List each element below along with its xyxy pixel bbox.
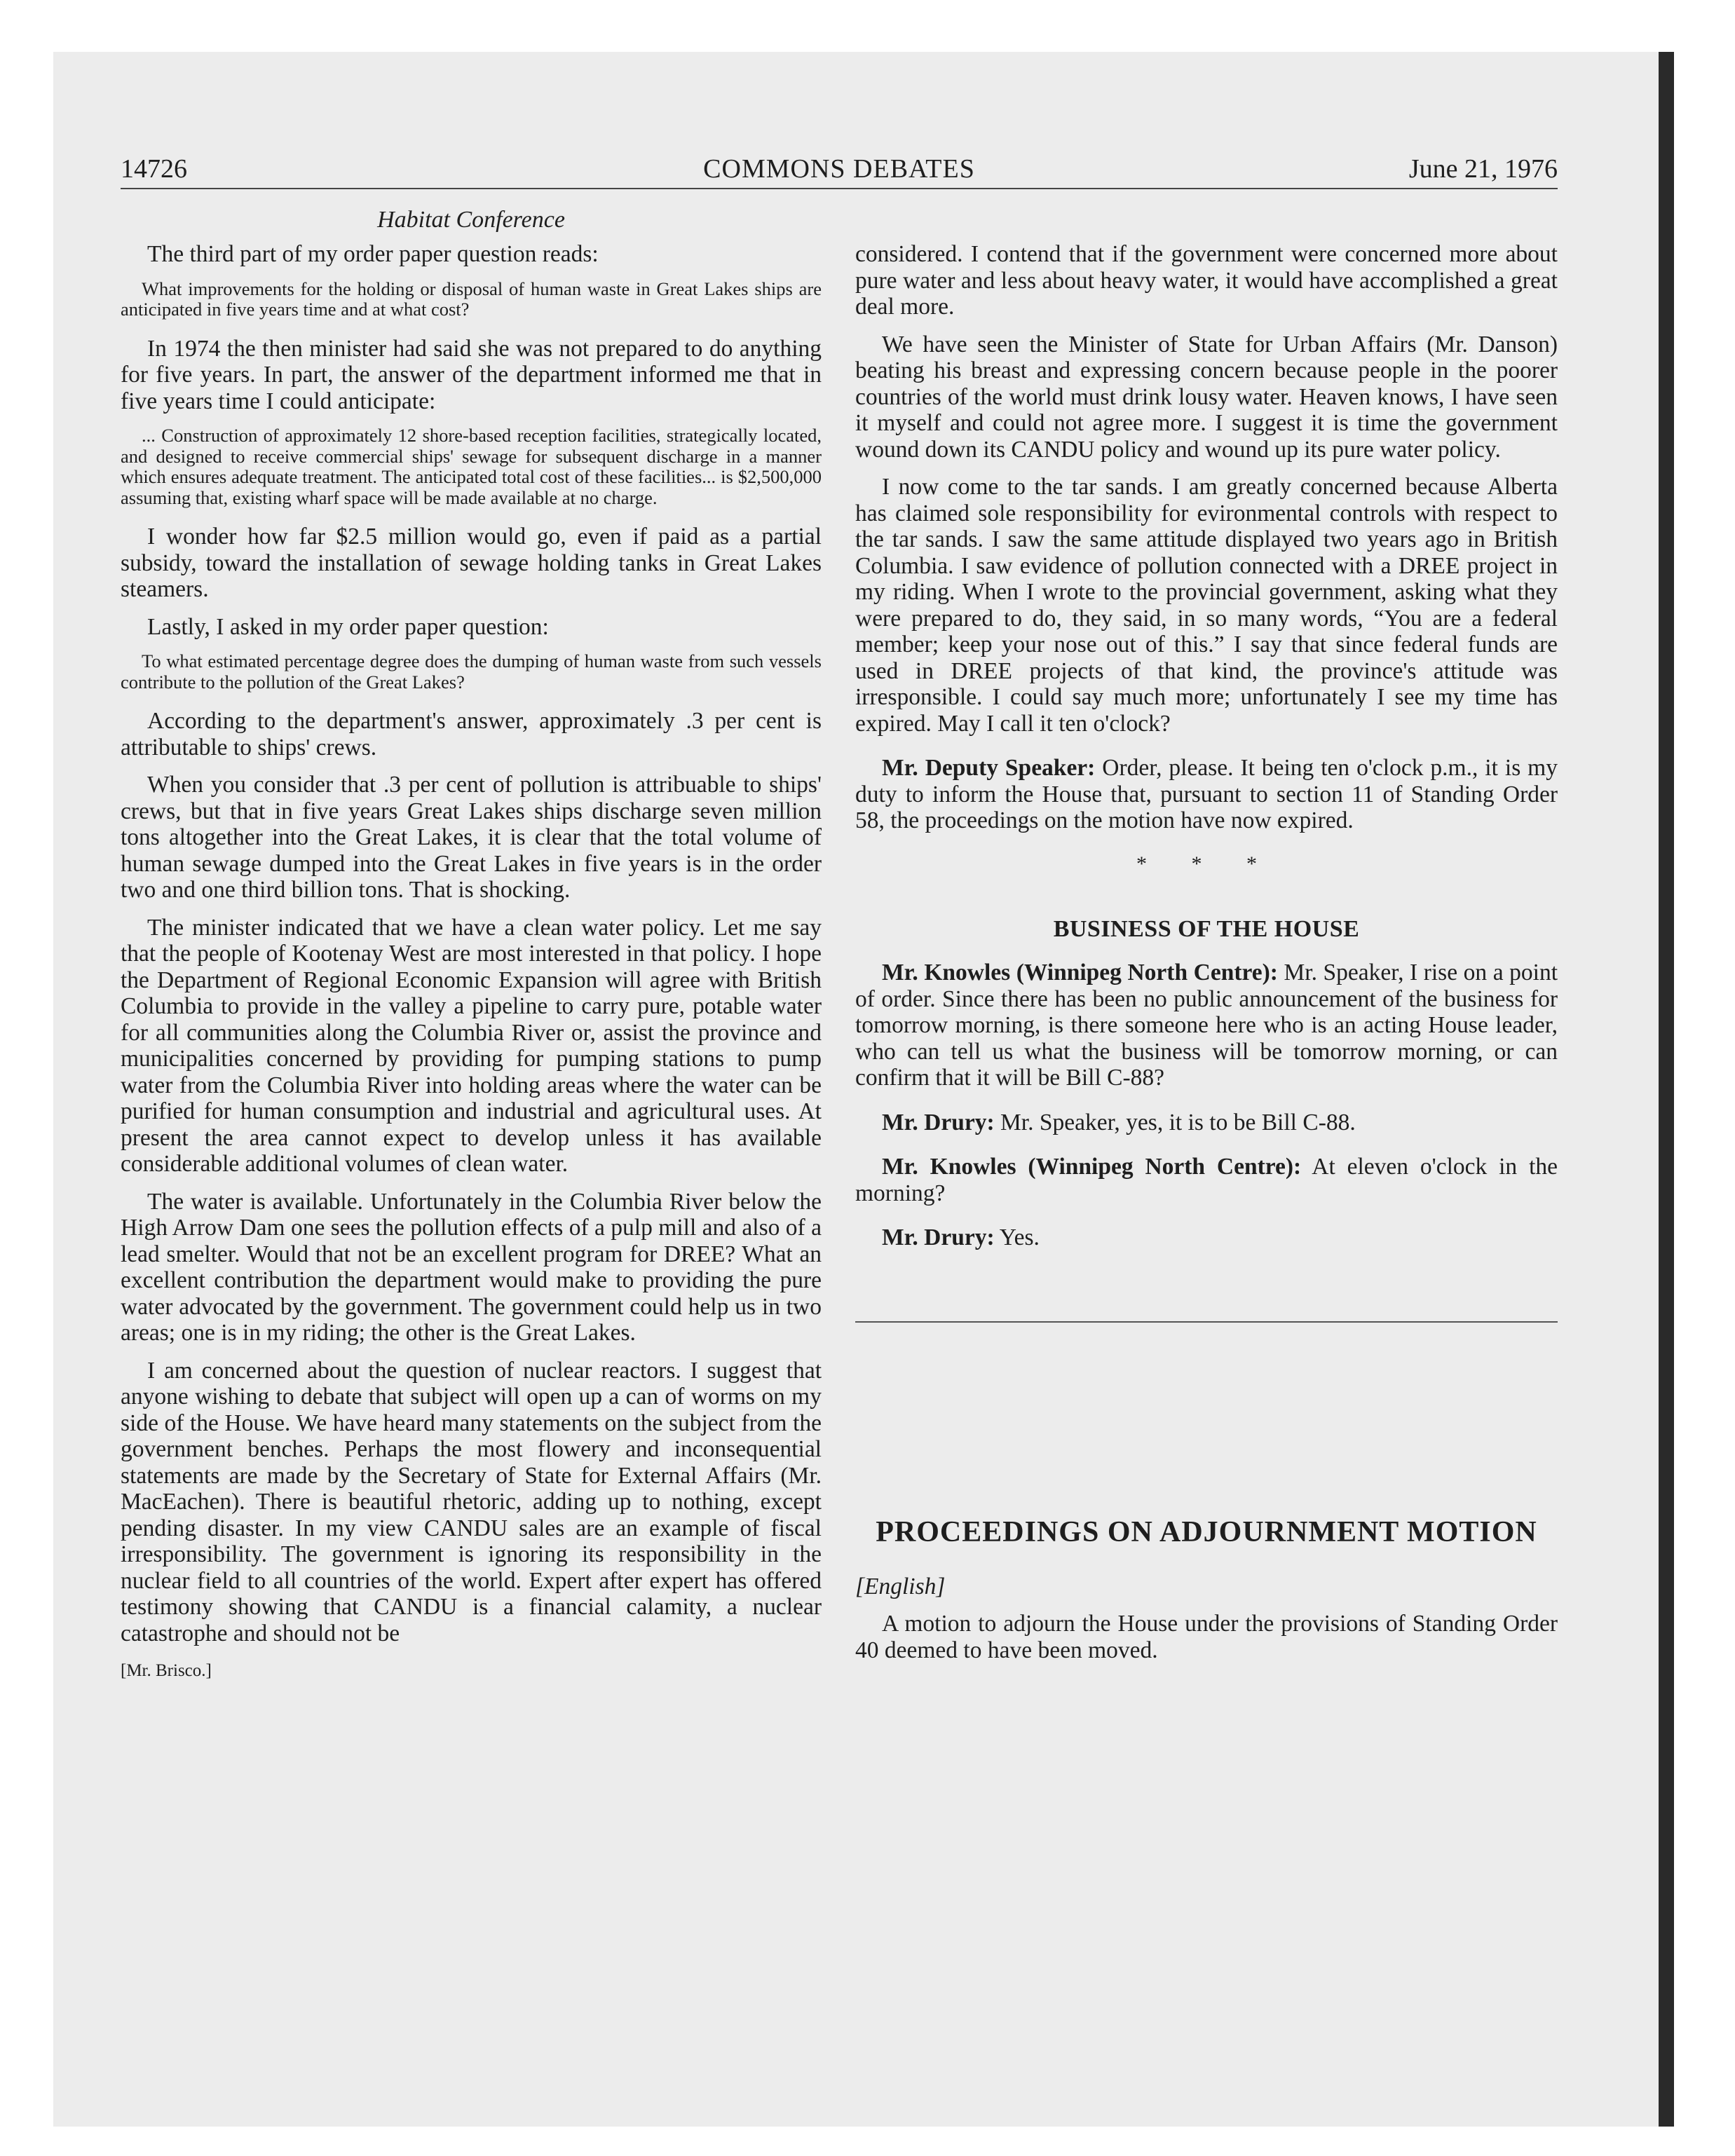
scan-edge-shadow [1659, 52, 1674, 2127]
speaker-name: Mr. Deputy Speaker: [882, 755, 1096, 781]
speech-text: Order, please. It being ten o'clock p.m., it is my duty to inform the House that, pursuant to section 11 of Standing Order 58, the proceedings on the motion have now expired. [855, 755, 1558, 833]
major-heading: PROCEEDINGS ON ADJOURNMENT MOTION [876, 1515, 1537, 1548]
language-marker: [English] [855, 1573, 946, 1599]
speech [855, 755, 1558, 834]
header-rule [121, 188, 1558, 189]
speaker-name: Mr. Drury: [882, 1224, 995, 1250]
quoted-question: What improvements for the holding or disposal of human waste in Great Lakes ships are anticipated in five years time and at what cost? [121, 278, 822, 320]
paragraph: When you consider that .3 per cent of pollution is attribuable to ships' crews, but that in five years Great Lakes ships discharge seven million tons altogether into the Great Lakes, it is clear that the total volume of human sewage dumped into the Great Lakes in five years is in the order two and one third billion tons. That is shocking. [121, 772, 822, 903]
speaker-name: Mr. Knowles (Winnipeg North Centre): [882, 960, 1278, 985]
section-rule [855, 1321, 1558, 1323]
speech [855, 1154, 1558, 1206]
quoted-question: To what estimated percentage degree does the dumping of human waste from such vessels contribute to the pollution of the Great Lakes? [121, 650, 822, 692]
speech [855, 1224, 1558, 1251]
paragraph: considered. I contend that if the government were concerned more about pure water and less about heavy water, it would have accomplished a great deal more. [855, 241, 1558, 320]
quoted-answer: ... Construction of approximately 12 shore-based reception facilities, strategically located, and designed to receive commercial ships' sewage for subsequent discharge in a manner which ensures adequate treatment. The anticipated total cost of these facilities... is $2,500,000 assuming that, existing wharf space will be made available at no charge. [121, 425, 822, 508]
speaker-name: Mr. Drury: [882, 1109, 995, 1135]
paragraph: I am concerned about the question of nuclear reactors. I suggest that anyone wishing to debate that subject will open up a can of worms on my side of the House. We have heard many statements on the subject from the government benches. Perhaps the most flowery and inconsequential statements are made by the Secretary of State for External Affairs (Mr. MacEachen). There is beautiful rhetoric, adding up to nothing, except pending disaster. In my view CANDU sales are an example of fiscal irresponsibility. The government is ignoring its responsibility in the nuclear field to all countries of the world. Expert after expert has offered testimony showing that CANDU is a financial calamity, a nuclear catastrophe and should not be [121, 1357, 822, 1646]
speech [855, 960, 1558, 1091]
paragraph: The third part of my order paper question reads: [147, 241, 599, 267]
speech-text: Mr. Speaker, yes, it is to be Bill C-88. [994, 1109, 1356, 1135]
section-heading: BUSINESS OF THE HOUSE [1053, 916, 1360, 942]
speech [855, 1110, 1558, 1136]
paragraph: According to the department's answer, approximately .3 per cent is attributable to ships' crews. [121, 708, 822, 760]
speaker-name: Mr. Knowles (Winnipeg North Centre): [882, 1154, 1302, 1180]
speech-text: Mr. Speaker, I rise on a point of order. Since there has been no public announcement of the business for tomorrow morning, is there someone here who is an acting House leader, who can tell us what the business will be tomorrow morning, or can confirm that it will be Bill C-88? [855, 960, 1558, 1091]
page-number: 14726 [121, 154, 187, 184]
speaker-signature: [Mr. Brisco.] [121, 1661, 212, 1680]
speech-text: At eleven o'clock in the morning? [855, 1154, 1558, 1206]
right-column [855, 241, 1558, 1674]
left-column [121, 205, 822, 1684]
paragraph: In 1974 the then minister had said she was not prepared to do anything for five years. In part, the answer of the department informed me that in five years time I could anticipate: [121, 335, 822, 414]
paragraph: I wonder how far $2.5 million would go, even if paid as a partial subsidy, toward the installation of sewage holding tanks in Great Lakes steamers. [121, 524, 822, 602]
paragraph: The minister indicated that we have a clean water policy. Let me say that the people of Kootenay West are most interested in that policy. I hope the Department of Regional Economic Expansion will agree with British Columbia to provide in the valley a pipeline to carry pure, potable water for all communities along the Columbia River or, assist the province and municipalities concerned by providing for pumping stations to pump water from the Columbia River into holding areas where the water can be purified for human consumption and industrial and agricultural uses. At present the area cannot expect to develop unless it has available considerable additional volumes of clean water. [121, 914, 822, 1177]
paragraph: I now come to the tar sands. I am greatly concerned because Alberta has claimed sole responsibility for evironmental controls with respect to the tar sands. I saw the same attitude displayed two years ago in British Columbia. I saw evidence of pollution connected with a DREE project in my riding. When I wrote to the provincial government, asking what they were prepared to do, they said, in so many words, “You are a federal member; keep your nose out of this.” I say that since federal funds are used in DREE projects of that kind, the province's attitude was irresponsible. I could say much more; unfortunately I see my time has expired. May I call it ten o'clock? [855, 474, 1558, 737]
paragraph: The water is available. Unfortunately in the Columbia River below the High Arrow Dam one sees the pollution effects of a pulp mill and also of a lead smelter. Would that not be an excellent program for DREE? What an excellent contribution the department would make to providing the pure water advocated by the government. The government could help us in two areas; one is in my riding; the other is the Great Lakes. [121, 1188, 822, 1346]
publication-title: COMMONS DEBATES [703, 154, 975, 184]
page-header [121, 151, 1558, 186]
publication-date: June 21, 1976 [1408, 154, 1558, 184]
section-separator: * * * [1136, 852, 1277, 875]
running-subheading: Habitat Conference [377, 207, 565, 233]
speech-text: Yes. [994, 1224, 1040, 1250]
paragraph: Lastly, I asked in my order paper question: [147, 613, 549, 640]
paragraph: We have seen the Minister of State for Urban Affairs (Mr. Danson) beating his breast and expressing concern because people in the poorer countries of the world must drink lousy water. Heaven knows, I have seen it myself and could not agree more. I suggest it is time the government wound down its CANDU policy and wound up its pure water policy. [855, 331, 1558, 463]
paragraph: A motion to adjourn the House under the provisions of Standing Order 40 deemed to have been moved. [855, 1611, 1558, 1663]
